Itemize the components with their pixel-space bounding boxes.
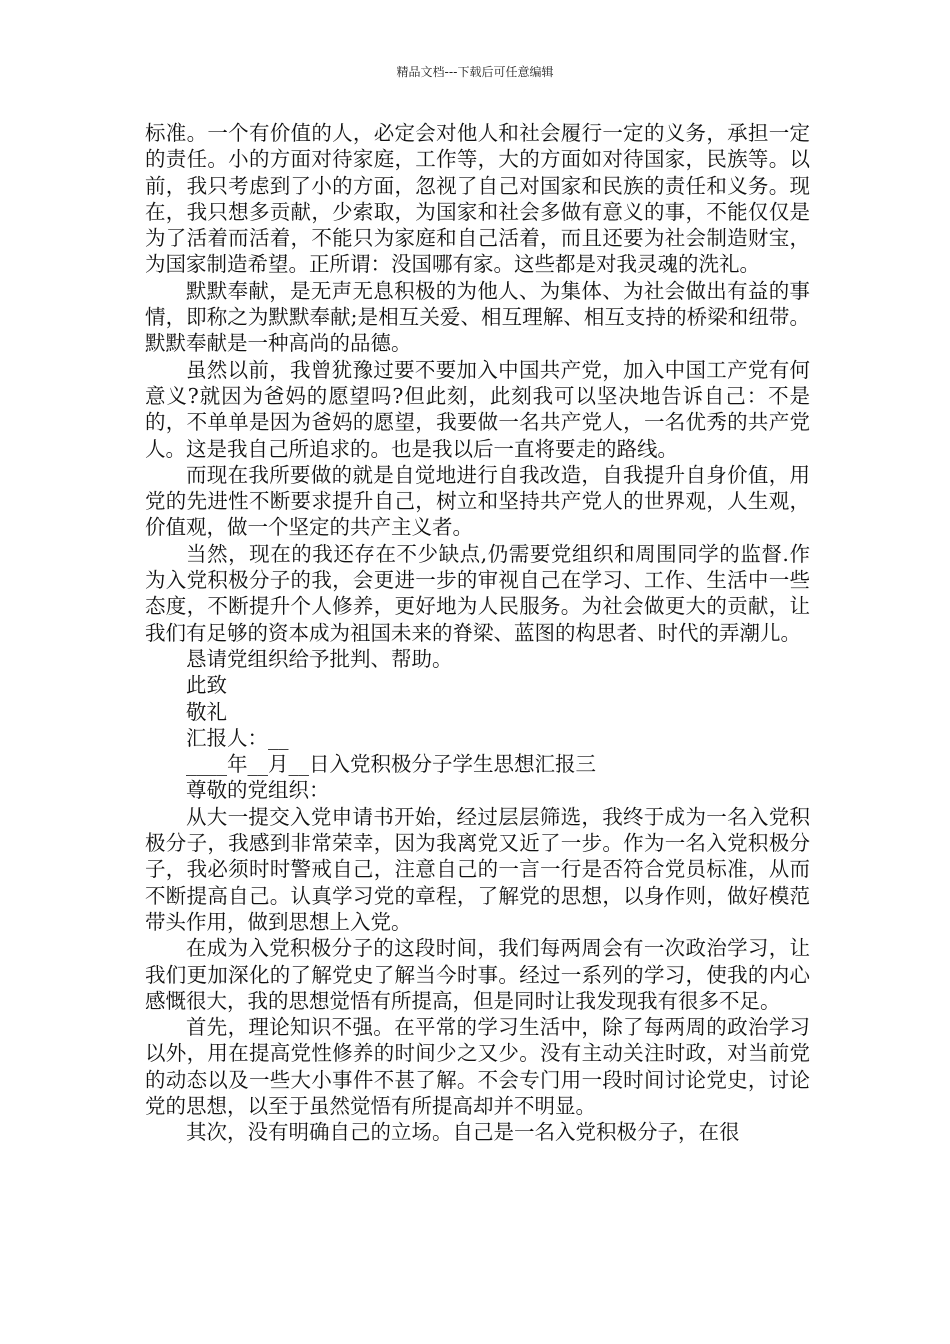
paragraph: 恳请党组织给予批判、帮助。 xyxy=(186,646,453,671)
paragraph: 其次，没有明确自己的立场。自己是一名入党积极分子，在很 xyxy=(186,1120,740,1145)
paragraph: 在成为入党积极分子的这段时间，我们每两周会有一次政治学习，让我们更加深化的了解党史了解当今时事。经过一系列的学习，使我的内心感慨很大，我的思想觉悟有所提高，但是同时让我发现我有很多不足。 xyxy=(145,936,810,1013)
paragraph: 首先，理论知识不强。在平常的学习生活中，除了每两周的政治学习以外，用在提高党性修养的时间少之又少。没有主动关注时政，对当前党的动态以及一些大小事件不甚了解。不会专门用一段时间讨论党史，讨论党的思想，以至于虽然觉悟有所提高却并不明显。 xyxy=(145,1015,810,1118)
paragraph: 当然，现在的我还存在不少缺点,仍需要党组织和周围同学的监督.作为入党积极分子的我，会更进一步的审视自己在学习、工作、生活中一些态度，不断提升个人修养，更好地为人民服务。为社会做更大的贡献，让我们有足够的资本成为祖国未来的脊梁、蓝图的构思者、时代的弄潮儿。 xyxy=(145,541,810,645)
salutation: 尊敬的党组织： xyxy=(186,778,330,803)
paragraph: 默默奉献，是无声无息积极的为他人、为集体、为社会做出有益的事情，即称之为默默奉献;是相互关爱、相互理解、相互支持的桥梁和纽带。默默奉献是一种高尚的品德。 xyxy=(145,278,810,356)
paragraph: 从大一提交入党申请书开始，经过层层筛选，我终于成为一名入党积极分子，我感到非常荣幸，因为我离党又近了一步。作为一名入党积极分子，我必须时时警戒自己，注意自己的一言一行是否符合党员标准，从而不断提高自己。认真学习党的章程，了解党的思想，以身作则，做好模范带头作用，做到思想上入党。 xyxy=(145,804,810,934)
closing-line: 此致 xyxy=(186,673,227,698)
section-title: ____年__月__日入党积极分子学生思想汇报三 xyxy=(186,752,596,777)
page-header: 精品文档---下载后可任意编辑 xyxy=(396,65,554,79)
paragraph: 标准。一个有价值的人，必定会对他人和社会履行一定的义务，承担一定的责任。小的方面对待家庭，工作等，大的方面如对待国家，民族等。以前，我只考虑到了小的方面，忽视了自己对国家和民族的责任和义务。现在，我只想多贡献，少索取，为国家和社会多做有意义的事，不能仅仅是为了活着而活着，不能只为家庭和自己活着，而且还要为社会制造财宝，为国家制造希望。正所谓：没国哪有家。这些都是对我灵魂的洗礼。 xyxy=(145,121,810,277)
paragraph: 虽然以前，我曾犹豫过要不要加入中国共产党，加入中国工产党有何意义?就因为爸妈的愿望吗?但此刻，此刻我可以坚决地告诉自己：不是的，不单单是因为爸妈的愿望，我要做一名共产党人，一名优秀的共产党人。这是我自己所追求的。也是我以后一直将要走的路线。 xyxy=(145,357,810,461)
document-body xyxy=(145,120,810,1146)
closing-line: 敬礼 xyxy=(186,699,227,724)
reporter-line: 汇报人：__ xyxy=(186,725,289,750)
paragraph: 而现在我所要做的就是自觉地进行自我改造，自我提升自身价值，用党的先进性不断要求提升自己，树立和坚持共产党人的世界观，人生观，价值观，做一个坚定的共产主义者。 xyxy=(145,462,810,540)
